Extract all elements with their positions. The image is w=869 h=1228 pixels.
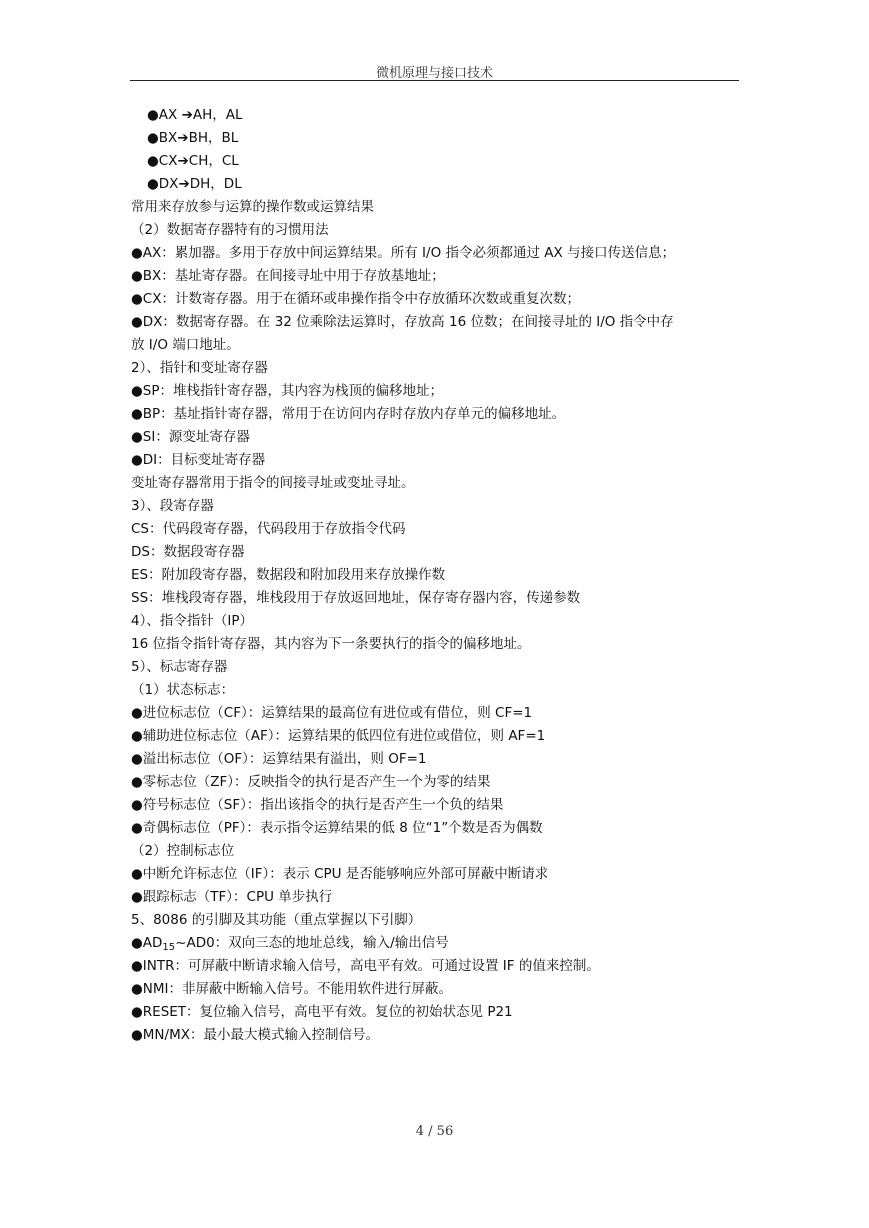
text-line: ES：附加段寄存器，数据段和附加段用来存放操作数 [131, 567, 446, 583]
list-item: ●奇偶标志位（PF）：表示指令运算结果的低 8 位“1”个数是否为偶数 [131, 820, 543, 836]
text-line: 16 位指令指针寄存器，其内容为下一条要执行的指令的偏移地址。 [131, 636, 531, 652]
section-heading: 5、8086 的引脚及其功能（重点掌握以下引脚） [131, 912, 422, 928]
ad-subscript: 15 [162, 942, 176, 953]
text-line: 放 I/O 端口地址。 [131, 337, 240, 353]
register-split-cx [131, 150, 746, 173]
register-name: AX [158, 107, 182, 123]
list-item-ad-pins [131, 932, 746, 955]
page-header-title: 微机原理与接口技术 [375, 66, 493, 81]
list-item: ●DI：目标变址寄存器 [131, 452, 266, 468]
list-item: ●SI：源变址寄存器 [131, 429, 250, 445]
list-item: ●零标志位（ZF）：反映指令的执行是否产生一个为零的结果 [131, 774, 491, 790]
list-item: ●进位标志位（CF）：运算结果的最高位有进位或有借位，则 CF=1 [131, 705, 533, 721]
page-number: 4 / 56 [415, 1124, 454, 1139]
bullet: ● [147, 153, 159, 169]
ad-suffix: ~AD0：双向三态的地址总线，输入/输出信号 [175, 935, 449, 951]
text-line: 变址寄存器常用于指令的间接寻址或变址寻址。 [131, 475, 415, 491]
text-line: 常用来存放参与运算的操作数或运算结果 [131, 199, 374, 215]
list-item: ●CX：计数寄存器。用于在循环或串操作指令中存放循环次数或重复次数； [131, 291, 580, 307]
list-item: ●DX：数据寄存器。在 32 位乘除法运算时，存放高 16 位数；在间接寻址的 I/O 指令中存 [131, 314, 674, 330]
section-heading: （1）状态标志： [131, 682, 235, 698]
text-line: CS：代码段寄存器，代码段用于存放指令代码 [131, 521, 406, 537]
ad-prefix: ●AD [131, 935, 163, 951]
header-rule [130, 80, 739, 81]
register-split-bx [131, 127, 746, 150]
register-parts: CH，CL [188, 153, 239, 169]
list-item: ●SP：堆栈指针寄存器，其内容为栈顶的偏移地址； [131, 383, 443, 399]
list-item: ●BP：基址指针寄存器，常用于在访问内存时存放内存单元的偏移地址。 [131, 406, 566, 422]
register-parts: DH，DL [189, 176, 242, 192]
list-item: ●中断允许标志位（IF）：表示 CPU 是否能够响应外部可屏蔽中断请求 [131, 866, 549, 882]
register-split-ax [131, 104, 746, 127]
section-heading: 5）、标志寄存器 [131, 659, 228, 675]
list-item: ●NMI：非屏蔽中断输入信号。不能用软件进行屏蔽。 [131, 981, 453, 997]
section-heading: （2）控制标志位 [131, 843, 235, 859]
register-parts: BH，BL [188, 130, 239, 146]
list-item: ●符号标志位（SF）：指出该指令的执行是否产生一个负的结果 [131, 797, 504, 813]
list-item: ●AX：累加器。多用于存放中间运算结果。所有 I/O 指令必须都通过 AX 与接口传送信息； [131, 245, 676, 261]
register-name: CX [158, 153, 178, 169]
section-heading: 2）、指针和变址寄存器 [131, 360, 268, 376]
arrow-right-icon: ➔ [177, 153, 189, 169]
bullet: ● [147, 107, 159, 123]
list-item: ●MN/MX：最小最大模式输入控制信号。 [131, 1027, 379, 1043]
list-item: ●跟踪标志（TF）：CPU 单步执行 [131, 889, 333, 905]
register-name: BX [158, 130, 178, 146]
section-heading: 4）、指令指针（IP） [131, 613, 253, 629]
list-item: ●辅助进位标志位（AF）：运算结果的低四位有进位或借位，则 AF=1 [131, 728, 546, 744]
bullet: ● [147, 130, 159, 146]
section-heading: （2）数据寄存器特有的习惯用法 [131, 222, 329, 238]
arrow-right-icon: ➔ [177, 130, 189, 146]
list-item: ●INTR：可屏蔽中断请求输入信号，高电平有效。可通过设置 IF 的值来控制。 [131, 958, 600, 974]
section-heading: 3）、段寄存器 [131, 498, 214, 514]
arrow-right-icon: ➔ [181, 107, 193, 123]
text-line: SS：堆栈段寄存器，堆栈段用于存放返回地址，保存寄存器内容，传递参数 [131, 590, 581, 606]
register-parts: AH，AL [192, 107, 243, 123]
text-line: DS：数据段寄存器 [131, 544, 245, 560]
arrow-right-icon: ➔ [178, 176, 190, 192]
register-name: DX [158, 176, 179, 192]
list-item: ●BX：基址寄存器。在间接寻址中用于存放基地址； [131, 268, 445, 284]
document-body [131, 104, 746, 1047]
list-item: ●溢出标志位（OF）：运算结果有溢出，则 OF=1 [131, 751, 427, 767]
bullet: ● [147, 176, 159, 192]
register-split-dx [131, 173, 746, 196]
list-item: ●RESET：复位输入信号，高电平有效。复位的初始状态见 P21 [131, 1004, 513, 1020]
